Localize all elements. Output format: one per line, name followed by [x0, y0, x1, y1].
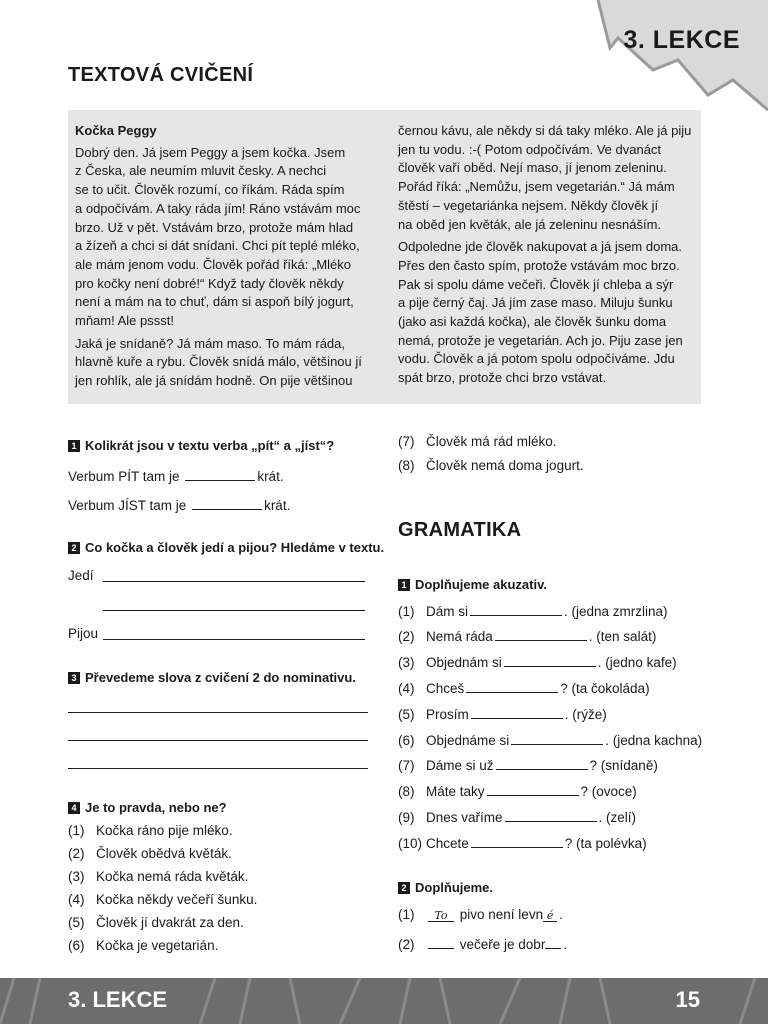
item-number: (8) [398, 784, 415, 799]
page-footer [0, 978, 768, 1024]
answer-blank[interactable] [504, 654, 596, 667]
line-suffix: krát. [264, 498, 291, 513]
exercise-title: Je to pravda, nebo ne? [85, 800, 227, 815]
exercise-1-heading [68, 438, 334, 453]
item-number: (6) [398, 733, 415, 748]
item-text: Kočka někdy večeří šunku. [96, 892, 258, 907]
answer-line[interactable] [103, 610, 365, 611]
item-end: . [559, 907, 563, 922]
item-number: (3) [68, 869, 85, 884]
answer-line[interactable] [103, 639, 365, 640]
exercise-1-line-pit [68, 468, 284, 484]
drink-label: Pijou [68, 626, 99, 641]
item-number: (7) [398, 758, 415, 773]
exercise-number: 2 [68, 542, 80, 554]
true-false-item [398, 458, 584, 473]
fill-item [398, 907, 563, 922]
item-hint: . (rýže) [564, 707, 607, 722]
item-text: Objednáme si [426, 733, 510, 748]
grammar-section-title: GRAMATIKA [398, 519, 522, 541]
item-end: . [563, 937, 568, 952]
reading-right-column [398, 122, 698, 392]
item-hint: ? (ta čokoláda) [560, 681, 650, 696]
item-text: Objednám si [426, 655, 502, 670]
answer-blank[interactable] [505, 809, 597, 822]
page-number: 15 [675, 987, 700, 1012]
answer-blank[interactable] [466, 680, 558, 693]
accusative-item [398, 809, 636, 825]
item-hint: ? (ta polévka) [564, 836, 647, 851]
reading-paragraph: Odpoledne jde člověk nakupovat a já jsem doma. Přes den často spím, protože vstávám moc brzo. Pak si spolu dáme večeři. Člověk jí chleba a sýr a pije černý čaj. Já jím zase maso. Miluju šunku (jako asi každá kočka), ale člověk šunku doma nemá, protože je vegetarián. Ach jo. Piju zase jen vodu. Člověk a já potom spolu odpočíváme. Jdu spát brzo, protože chci brzo vstávat. [398, 239, 683, 386]
item-text: Kočka nemá ráda květák. [96, 869, 249, 884]
answer-blank[interactable] [495, 628, 587, 641]
item-text: Nemá ráda [426, 629, 493, 644]
answer-blank[interactable] [428, 936, 454, 949]
accusative-item [398, 732, 702, 748]
reading-section-title: TEXTOVÁ CVIČENÍ [68, 64, 254, 86]
accusative-item [398, 706, 607, 722]
true-false-item [68, 823, 233, 838]
item-number: (9) [398, 810, 415, 825]
true-false-item [68, 915, 244, 930]
item-text: Člověk jí dvakrát za den. [96, 915, 244, 930]
true-false-item [68, 892, 257, 907]
exercise-3-heading [68, 670, 356, 685]
line-label: Verbum JÍST tam je [68, 498, 187, 513]
answer-line[interactable] [68, 712, 368, 713]
item-number: (5) [398, 707, 415, 722]
true-false-item [68, 869, 248, 884]
item-hint: . (zelí) [598, 810, 637, 825]
true-false-item [398, 434, 557, 449]
item-text: večeře je dobr [459, 937, 546, 952]
filled-answer[interactable]: é [543, 909, 557, 922]
item-text: Kočka je vegetarián. [96, 938, 219, 953]
item-number: (4) [68, 892, 85, 907]
item-hint: . (jedna kachna) [605, 733, 703, 748]
exercise-2-heading [68, 540, 384, 555]
reading-paragraph: Dobrý den. Já jsem Peggy a jsem kočka. Jsem z Česka, ale neumím mluvit česky. A nechci se to učit. Člověk rozumí, co říkám. Ráda spím a odpočívám. A taky ráda jím! Ráno vstávám moc brzo. Už v pět. Vstávám brzo, protože mám hlad a žízeň a chci si dát snídani. Chci pít teplé mléko, ale mám jenom vodu. Člověk pořád říká: „Mléko pro kočky není dobré!“ Když tady člověk někdy není a mám na to chuť, dám si aspoň bílý jogurt, mňam! Ale pssst! [75, 144, 361, 329]
reading-left-column [75, 122, 375, 395]
reading-paragraph: černou kávu, ale někdy si dá taky mléko. Ale já piju jen tu vodu. :-( Potom odpočívám. Ve dvanáct člověk vaří oběd. Nejí maso, jí jenom zeleninu. Pořád říká: „Nemůžu, jsem vegetarián.“ Já mám štěstí – vegetariánka nejsem. Někdy člověk jí na oběd jen květák, ale já zeleninu nesnáším. [398, 123, 692, 232]
answer-blank[interactable] [470, 603, 562, 616]
accusative-item [398, 757, 658, 773]
grammar-exercise-1-heading [398, 577, 547, 592]
answer-blank[interactable] [487, 783, 579, 796]
item-number: (5) [68, 915, 85, 930]
item-number: (2) [398, 629, 415, 644]
accusative-item [398, 835, 647, 851]
item-hint: ? (snídaně) [589, 758, 658, 773]
accusative-item [398, 603, 668, 619]
accusative-item [398, 783, 637, 799]
answer-blank[interactable] [511, 732, 603, 745]
true-false-item [68, 846, 232, 861]
item-number: (2) [398, 937, 415, 952]
exercise-number: 3 [68, 672, 80, 684]
filled-answer[interactable]: To [428, 909, 454, 922]
item-hint: . (ten salát) [588, 629, 657, 644]
item-text: Prosím [426, 707, 469, 722]
exercise-number: 1 [398, 579, 410, 591]
item-number: (7) [398, 434, 415, 449]
item-number: (3) [398, 655, 415, 670]
item-text: Dnes vaříme [426, 810, 503, 825]
accusative-item [398, 654, 677, 670]
answer-line[interactable] [68, 740, 368, 741]
grammar-exercise-2-heading [398, 880, 493, 895]
item-number: (1) [398, 604, 415, 619]
exercise-title: Co kočka a člověk jedí a pijou? Hledáme v textu. [85, 540, 385, 555]
item-text: Chcete [426, 836, 469, 851]
exercise-title: Kolikrát jsou v textu verba „pít“ a „jíst“? [85, 438, 335, 453]
exercise-number: 4 [68, 802, 80, 814]
answer-line[interactable] [68, 768, 368, 769]
lesson-title: 3. LEKCE [623, 26, 740, 54]
line-suffix: krát. [257, 469, 284, 484]
item-hint: . (jedna zmrzlina) [564, 604, 668, 619]
item-text: Dáme si už [426, 758, 494, 773]
eat-label: Jedí [68, 568, 94, 583]
item-text: Kočka ráno pije mléko. [96, 823, 233, 838]
reading-paragraph: Jaká je snídaně? Já mám maso. To mám ráda, hlavně kuře a rybu. Člověk snídá málo, většinou jí jen rohlík, ale já snídám hodně. On pije většinou [75, 335, 362, 389]
fill-item [398, 936, 567, 952]
accusative-item [398, 680, 650, 696]
item-number: (10) [398, 836, 423, 851]
reading-box [68, 110, 701, 404]
item-number: (1) [68, 823, 85, 838]
item-number: (1) [398, 907, 415, 922]
item-number: (8) [398, 458, 415, 473]
exercise-title: Převedeme slova z cvičení 2 do nominativu. [85, 670, 356, 685]
item-text: pivo není levn [459, 907, 544, 922]
answer-blank[interactable] [545, 936, 561, 949]
answer-blank[interactable] [471, 706, 563, 719]
item-text: Chceš [426, 681, 465, 696]
line-label: Verbum PÍT tam je [68, 469, 180, 484]
item-text: Člověk nemá doma jogurt. [426, 458, 584, 473]
item-hint: ? (ovoce) [580, 784, 637, 799]
item-number: (4) [398, 681, 415, 696]
item-hint: . (jedno kafe) [597, 655, 677, 670]
exercise-4-heading [68, 800, 227, 815]
item-number: (6) [68, 938, 85, 953]
item-text: Máte taky [426, 784, 485, 799]
item-text: Dám si [426, 604, 469, 619]
answer-blank[interactable] [192, 497, 262, 510]
item-text: Člověk obědvá květák. [96, 846, 232, 861]
footer-lesson: 3. LEKCE [68, 987, 168, 1012]
item-number: (2) [68, 846, 85, 861]
answer-blank[interactable] [185, 468, 255, 481]
exercise-title: Doplňujeme. [415, 880, 494, 895]
answer-line[interactable] [103, 581, 365, 582]
item-text: Člověk má rád mléko. [426, 434, 557, 449]
reading-title: Kočka Peggy [75, 123, 157, 138]
true-false-item [68, 938, 218, 953]
exercise-number: 2 [398, 882, 410, 894]
exercise-number: 1 [68, 440, 80, 452]
accusative-item [398, 628, 656, 644]
exercise-1-line-jist [68, 497, 290, 513]
answer-blank[interactable] [496, 757, 588, 770]
exercise-title: Doplňujeme akuzativ. [415, 577, 547, 592]
answer-blank[interactable] [471, 835, 563, 848]
